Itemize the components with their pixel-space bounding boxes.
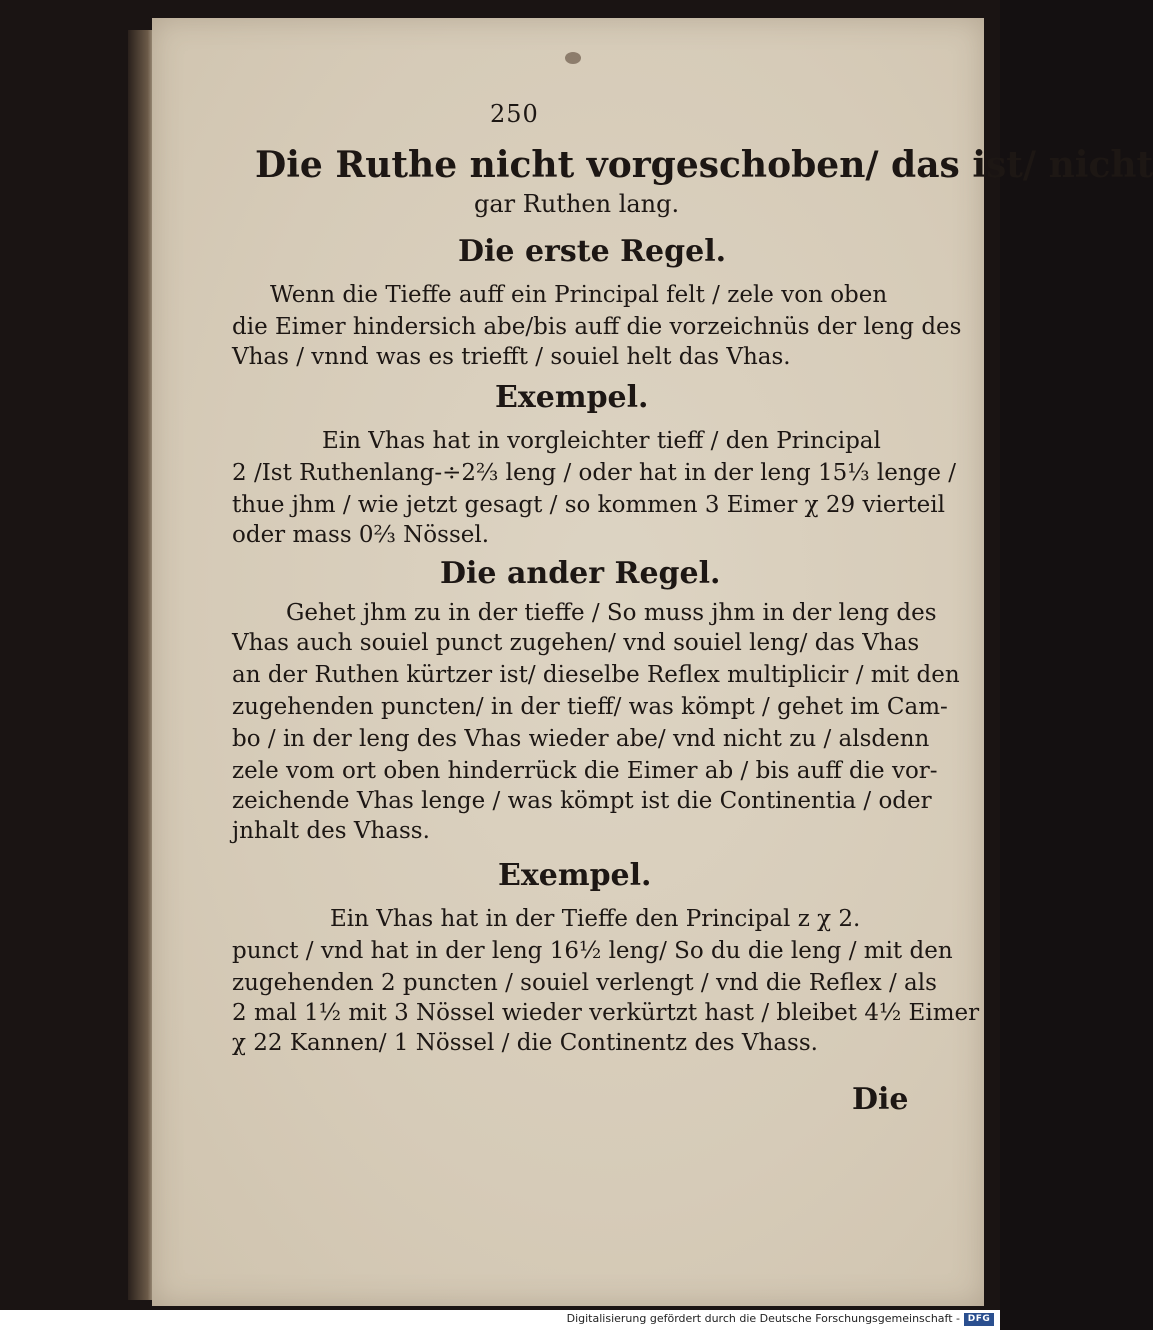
- section-4-line-2: punct / vnd hat in der leng 16½ leng/ So du die leng / mit den: [232, 938, 953, 964]
- section-3-line-2: Vhas auch souiel punct zugehen/ vnd souiel leng/ das Vhas: [232, 630, 920, 656]
- footer-bar: [0, 1310, 1000, 1330]
- section-heading-first-rule: Die erste Regel.: [458, 234, 727, 269]
- section-3-line-7: zeichende Vhas lenge / was kömpt ist die Continentia / oder: [232, 788, 932, 814]
- section-1-line-2: die Eimer hindersich abe/bis auff die vorzeichnüs der leng des: [232, 314, 962, 340]
- section-2-line-3: thue jhm / wie jetzt gesagt / so kommen 3 Eimer χ 29 vierteil: [232, 492, 945, 518]
- section-4-line-4: 2 mal 1½ mit 3 Nössel wieder verkürtzt hast / bleibet 4½ Eimer: [232, 1000, 980, 1026]
- footer-credit: Digitalisierung gefördert durch die Deutsche Forschungsgemeinschaft -: [566, 1312, 960, 1325]
- section-3-line-5: bo / in der leng des Vhas wieder abe/ vnd nicht zu / alsdenn: [232, 726, 930, 752]
- section-2-line-1: Ein Vhas hat in vorgleichter tieff / den Principal: [322, 428, 881, 454]
- section-4-line-1: Ein Vhas hat in der Tieffe den Principal z χ 2.: [330, 906, 861, 932]
- section-3-line-6: zele vom ort oben hinderrück die Eimer ab / bis auff die vor-: [232, 758, 938, 784]
- section-heading-example-1: Exempel.: [495, 380, 649, 415]
- section-1-line-1: Wenn die Tieffe auff ein Principal felt / zele von oben: [270, 282, 888, 308]
- section-3-line-1: Gehet jhm zu in der tieffe / So muss jhm in der leng des: [286, 600, 937, 626]
- section-2-line-2: 2 /Ist Ruthenlang-÷2⅔ leng / oder hat in der leng 15⅓ lenge /: [232, 460, 957, 486]
- section-1-line-3: Vhas / vnnd was es triefft / souiel helt das Vhas.: [232, 344, 791, 370]
- section-heading-example-2: Exempel.: [498, 858, 652, 893]
- page-subtitle: gar Ruthen lang.: [474, 190, 680, 218]
- section-4-line-3: zugehenden 2 puncten / souiel verlengt / vnd die Reflex / als: [232, 970, 937, 996]
- section-3-line-4: zugehenden puncten/ in der tieff/ was kömpt / gehet im Cam-: [232, 694, 948, 720]
- section-4-line-5: χ 22 Kannen/ 1 Nössel / die Continentz des Vhass.: [232, 1030, 818, 1056]
- section-3-line-8: jnhalt des Vhass.: [232, 818, 430, 844]
- catchword: Die: [852, 1082, 909, 1117]
- section-heading-second-rule: Die ander Regel.: [440, 556, 721, 591]
- section-2-line-4: oder mass 0⅔ Nössel.: [232, 522, 490, 548]
- dfg-logo-icon: DFG: [964, 1313, 994, 1326]
- section-3-line-3: an der Ruthen kürtzer ist/ dieselbe Reflex multiplicir / mit den: [232, 662, 960, 688]
- page-title: Die Ruthe nicht vorgeschoben/ das ist/ nicht: [255, 144, 1153, 186]
- ink-smudge: [565, 52, 581, 64]
- page-number: 250: [490, 100, 539, 128]
